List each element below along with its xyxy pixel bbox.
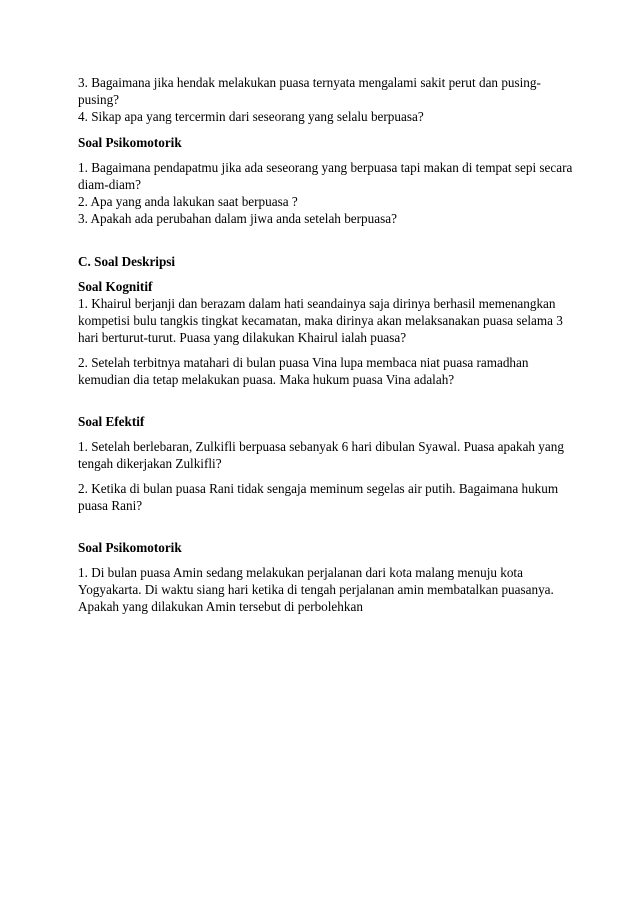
psikomotorik-1-q3-line: 3. Apakah ada perubahan dalam jiwa anda setelah berpuasa?	[78, 211, 397, 226]
document-page	[78, 74, 578, 615]
psikomotorik-1-q1-line-1: 1. Bagaimana pendapatmu jika ada seseorang yang berpuasa tapi makan di tempat sepi secara	[78, 160, 573, 175]
efektif-q2-line-1: 2. Ketika di bulan puasa Rani tidak sengaja meminum segelas air putih. Bagaimana hukum	[78, 481, 559, 496]
question-4-paragraph	[78, 108, 578, 125]
psikomotorik-1-q1-line-2: diam-diam?	[78, 177, 141, 192]
efektif-question-2	[78, 480, 578, 514]
psikomotorik-2-q1-line-3: Apakah yang dilakukan Amin tersebut di perbolehkan	[78, 599, 363, 614]
efektif-q1-line-1: 1. Setelah berlebaran, Zulkifli berpuasa sebanyak 6 hari dibulan Syawal. Puasa apakah yang	[78, 439, 564, 454]
psikomotorik-2-q1-line-2: Yogyakarta. Di waktu siang hari ketika di tengah perjalanan amin membatalkan puasanya.	[78, 582, 554, 597]
psikomotorik-1-question-1	[78, 159, 578, 227]
kognitif-q2-line-1: 2. Setelah terbitnya matahari di bulan puasa Vina lupa membaca niat puasa ramadhan	[78, 355, 529, 370]
kognitif-question-2	[78, 354, 578, 388]
question-3-line-1: 3. Bagaimana jika hendak melakukan puasa ternyata mengalami sakit perut dan pusing-	[78, 75, 541, 90]
kognitif-q1-line-2: kompetisi bulu tangkis tingkat kecamatan, maka dirinya akan melaksanakan puasa selama 3	[78, 313, 563, 328]
question-3-line-2: pusing?	[78, 92, 120, 107]
psikomotorik-2-question-1	[78, 564, 578, 615]
efektif-q2-line-2: puasa Rani?	[78, 498, 143, 513]
efektif-heading: Soal Efektif	[78, 414, 145, 429]
psikomotorik-1-q2-line: 2. Apa yang anda lakukan saat berpuasa ?	[78, 194, 298, 209]
question-4-line: 4. Sikap apa yang tercermin dari seseorang yang selalu berpuasa?	[78, 109, 424, 124]
kognitif-question-1	[78, 295, 578, 346]
question-3-paragraph	[78, 74, 578, 108]
psikomotorik-heading-1: Soal Psikomotorik	[78, 135, 182, 150]
kognitif-q1-line-3: hari berturut-turut. Puasa yang dilakukan Khairul ialah puasa?	[78, 330, 407, 345]
section-c-heading: C. Soal Deskripsi	[78, 254, 176, 269]
efektif-question-1	[78, 438, 578, 472]
psikomotorik-2-q1-line-1: 1. Di bulan puasa Amin sedang melakukan perjalanan dari kota malang menuju kota	[78, 565, 523, 580]
psikomotorik-heading-2: Soal Psikomotorik	[78, 540, 182, 555]
kognitif-heading: Soal Kognitif	[78, 279, 153, 294]
kognitif-q1-line-1: 1. Khairul berjanji dan berazam dalam hati seandainya saja dirinya berhasil memenangkan	[78, 296, 556, 311]
efektif-q1-line-2: tengah dikerjakan Zulkifli?	[78, 456, 222, 471]
kognitif-q2-line-2: kemudian dia tetap melakukan puasa. Maka hukum puasa Vina adalah?	[78, 372, 455, 387]
